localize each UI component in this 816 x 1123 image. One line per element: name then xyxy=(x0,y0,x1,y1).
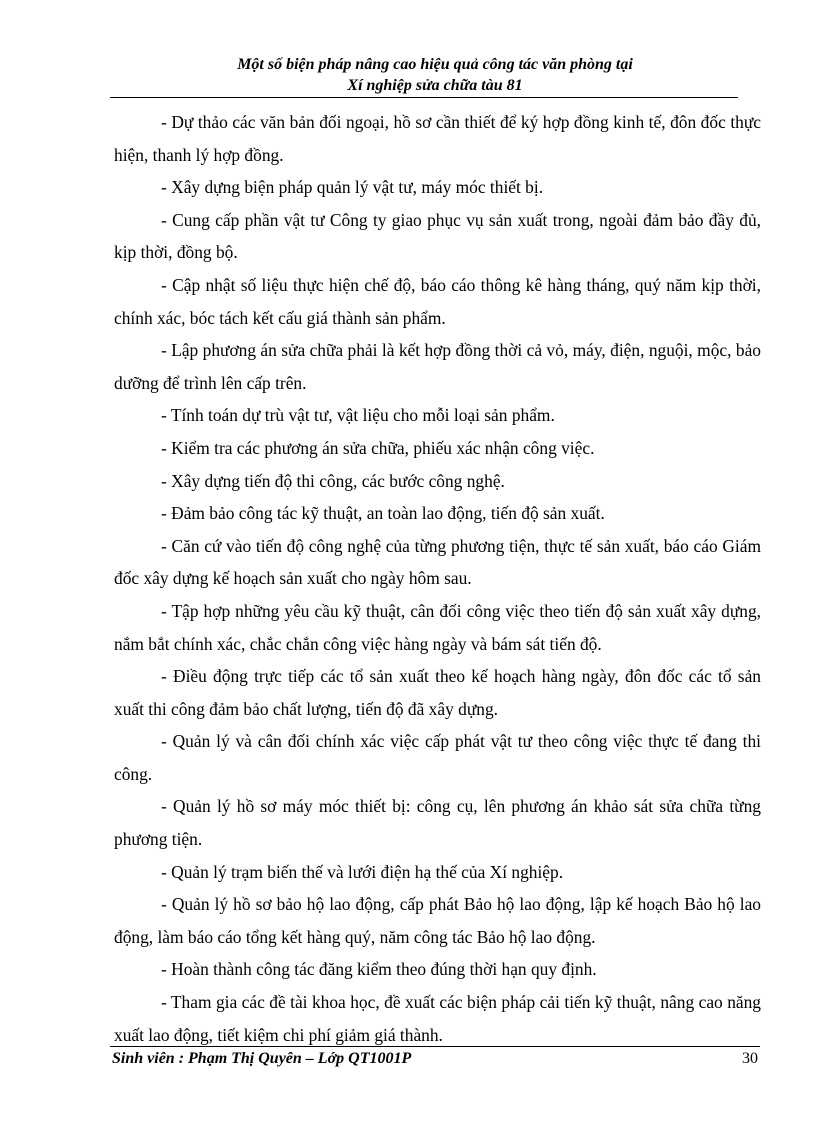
paragraph: - Cung cấp phần vật tư Công ty giao phục vụ sản xuất trong, ngoài đảm bảo đầy đủ, kịp thời, đồng bộ. xyxy=(114,209,761,263)
paragraph: - Điều động trực tiếp các tổ sản xuất theo kế hoạch hàng ngày, đôn đốc các tổ sản xuất thi công đảm bảo chất lượng, tiến độ đã xây dựng. xyxy=(114,666,761,719)
header-divider xyxy=(110,97,738,98)
page-number: 30 xyxy=(742,1050,758,1067)
paragraph: - Xây dựng biện pháp quản lý vật tư, máy móc thiết bị. xyxy=(161,177,544,198)
paragraph: - Tham gia các đề tài khoa học, đề xuất các biện pháp cải tiến kỹ thuật, nâng cao năng xuất lao động, tiết kiệm chi phí giảm giá thành. xyxy=(114,992,761,1045)
paragraph: - Quản lý và cân đối chính xác việc cấp phát vật tư theo công việc thực tế đang thi công. xyxy=(114,731,761,784)
paragraph: - Đảm bảo công tác kỹ thuật, an toàn lao động, tiến độ sản xuất. xyxy=(161,503,605,524)
running-footer xyxy=(112,1050,762,1074)
paragraph: - Quản lý trạm biến thế và lưới điện hạ thế của Xí nghiệp. xyxy=(161,861,564,882)
running-header xyxy=(110,54,760,96)
footer-divider xyxy=(110,1046,760,1047)
paragraph: - Hoàn thành công tác đăng kiểm theo đúng thời hạn quy định. xyxy=(161,959,597,980)
paragraph: - Lập phương án sửa chữa phải là kết hợp đồng thời cả vỏ, máy, điện, nguội, mộc, bảo dưỡng để trình lên cấp trên. xyxy=(114,340,761,393)
paragraph: - Tính toán dự trù vật tư, vật liệu cho mỗi loại sản phẩm. xyxy=(161,405,555,426)
paragraph: - Quản lý hồ sơ bảo hộ lao động, cấp phát Bảo hộ lao động, lập kế hoạch Bảo hộ lao động, làm báo cáo tổng kết hàng quý, năm công tác Bảo hộ lao động. xyxy=(114,894,761,947)
paragraph: - Xây dựng tiến độ thi công, các bước công nghệ. xyxy=(161,470,505,491)
paragraph: - Dự thảo các văn bản đối ngoại, hồ sơ cần thiết để ký hợp đồng kinh tế, đôn đốc thực hiện, thanh lý hợp đồng. xyxy=(114,112,761,165)
paragraph: - Căn cứ vào tiến độ công nghệ của từng phương tiện, thực tế sản xuất, báo cáo Giám đốc xây dựng kế hoạch sản xuất cho ngày hôm sau. xyxy=(114,535,761,589)
paragraph: - Tập hợp những yêu cầu kỹ thuật, cân đối công việc theo tiến độ sản xuất xây dựng, nắm bắt chính xác, chắc chắn công việc hàng ngày và bám sát tiến độ. xyxy=(114,600,761,654)
paragraph: - Kiểm tra các phương án sửa chữa, phiếu xác nhận công việc. xyxy=(161,437,595,458)
paragraph: - Cập nhật số liệu thực hiện chế độ, báo cáo thông kê hàng tháng, quý năm kịp thời, chính xác, bóc tách kết cấu giá thành sản phẩm. xyxy=(114,274,761,328)
footer-student-info: Sinh viên : Phạm Thị Quyên – Lớp QT1001P xyxy=(112,1050,412,1067)
header-title-line-2: Xí nghiệp sửa chữa tàu 81 xyxy=(347,77,523,94)
header-title-line-1: Một số biện pháp nâng cao hiệu quả công tác văn phòng tại xyxy=(237,56,633,73)
body-text xyxy=(114,106,761,1051)
paragraph: - Quản lý hồ sơ máy móc thiết bị: công cụ, lên phương án khảo sát sửa chữa từng phương tiện. xyxy=(114,796,761,850)
